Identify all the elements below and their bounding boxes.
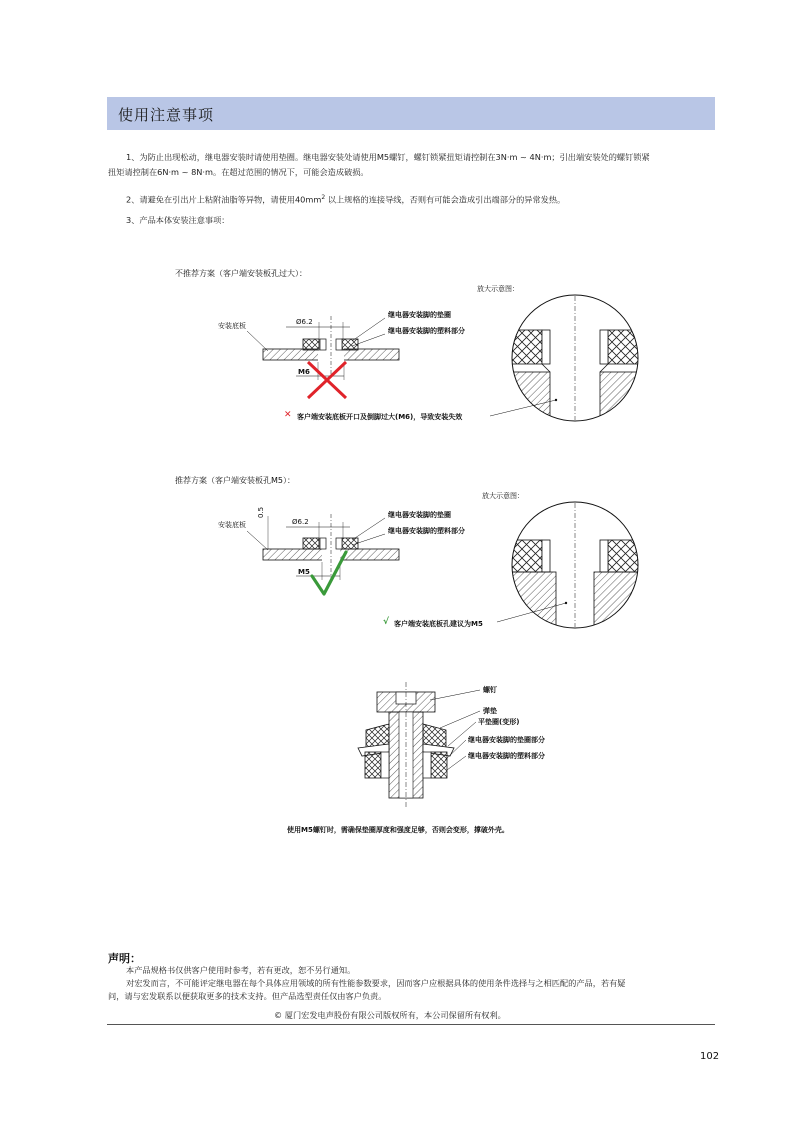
- note-1-line-1: 1、为防止出现松动，继电器安装时请使用垫圈。继电器安装处请使用M5螺钉，螺钉锁紧扭矩请控制在3N·m ~ 4N·m；引出端安装处的螺钉锁紧: [126, 152, 650, 162]
- fig3-spring-label: 弹垫: [483, 707, 497, 715]
- fig2-dia-label: Ø6.2: [292, 518, 309, 526]
- fig2-zoom-circle: [497, 502, 638, 632]
- fig1-heading: 不推荐方案（客户端安装板孔过大）：: [175, 269, 307, 278]
- page-number: 102: [700, 1051, 720, 1062]
- note-1-line-2: 扭矩请控制在6N·m ~ 8N·m。在超过范围的情况下，可能会造成破损。: [108, 167, 369, 177]
- notice-line-2: 对宏发而言，不可能评定继电器在每个具体应用领域的所有性能参数要求，因而客户应根据具体的使用条件选择与之相匹配的产品，若有疑: [126, 978, 626, 988]
- notice-title: 声明：: [108, 952, 141, 965]
- fig3-assembly-drawing: [358, 682, 480, 808]
- note-2-post: 以上规格的连接导线，否则有可能会造成引出端部分的异常发热。: [325, 194, 566, 205]
- fig2-heading: 推荐方案（客户端安装板孔M5）：: [175, 476, 295, 485]
- fig2-plastic-label: 继电器安装脚的塑料部分: [388, 527, 465, 535]
- fig2-caption: 客户端安装底板孔建议为M5: [394, 620, 483, 628]
- fig2-gap-label: 0.5: [257, 506, 265, 518]
- fig1-zoom-circle: [490, 295, 638, 422]
- fig1-dia-label: Ø6.2: [296, 318, 313, 326]
- fig3-caption: 使用M5螺钉时，需确保垫圈厚度和强度足够，否则会变形，撑破外壳。: [287, 826, 509, 834]
- fig3-washer-label: 继电器安装脚的垫圈部分: [468, 736, 545, 744]
- fig1-section-drawing: [247, 316, 399, 398]
- fig2-check-icon: √: [383, 617, 390, 627]
- fig1-thread-label: M6: [298, 368, 310, 376]
- fig3-screw-label: 螺钉: [483, 686, 497, 694]
- section-title: 使用注意事项: [118, 106, 215, 124]
- fig1-base-label: 安装底板: [218, 322, 246, 330]
- note-2-sup: 2: [321, 194, 326, 201]
- fig2-section-drawing: [247, 514, 399, 594]
- footer-divider: [107, 1024, 715, 1025]
- fig1-zoom-label: 放大示意图：: [477, 285, 519, 293]
- fig3-flat-washer-label: 平垫圈(变形): [478, 718, 520, 726]
- note-3: 3、产品本体安装注意事项：: [126, 215, 230, 225]
- fig2-washer-label: 继电器安装脚的垫圈: [388, 511, 451, 519]
- notice-line-3: 问，请与宏发联系以便获取更多的技术支持。但产品选型责任仅由客户负责。: [108, 991, 387, 1001]
- note-2-pre: 2、请避免在引出片上粘附油脂等异物，请使用40mm: [126, 194, 322, 205]
- fig1-cross-icon: ✕: [284, 410, 292, 420]
- fig1-washer-label: 继电器安装脚的垫圈: [388, 311, 451, 319]
- fig2-thread-label: M5: [298, 568, 310, 576]
- fig1-plastic-label: 继电器安装脚的塑料部分: [388, 327, 465, 335]
- notice-line-1: 本产品规格书仅供客户使用时参考，若有更改，恕不另行通知。: [126, 965, 356, 975]
- copyright: © 厦门宏发电声股份有限公司版权所有，本公司保留所有权利。: [274, 1010, 506, 1020]
- fig2-base-label: 安装底板: [218, 521, 246, 529]
- fig3-plastic-label: 继电器安装脚的塑料部分: [468, 752, 545, 760]
- fig1-caption: 客户端安装底板开口及倒脚过大(M6)，导致安装失效: [297, 413, 463, 421]
- fig2-zoom-label: 放大示意图：: [482, 492, 524, 500]
